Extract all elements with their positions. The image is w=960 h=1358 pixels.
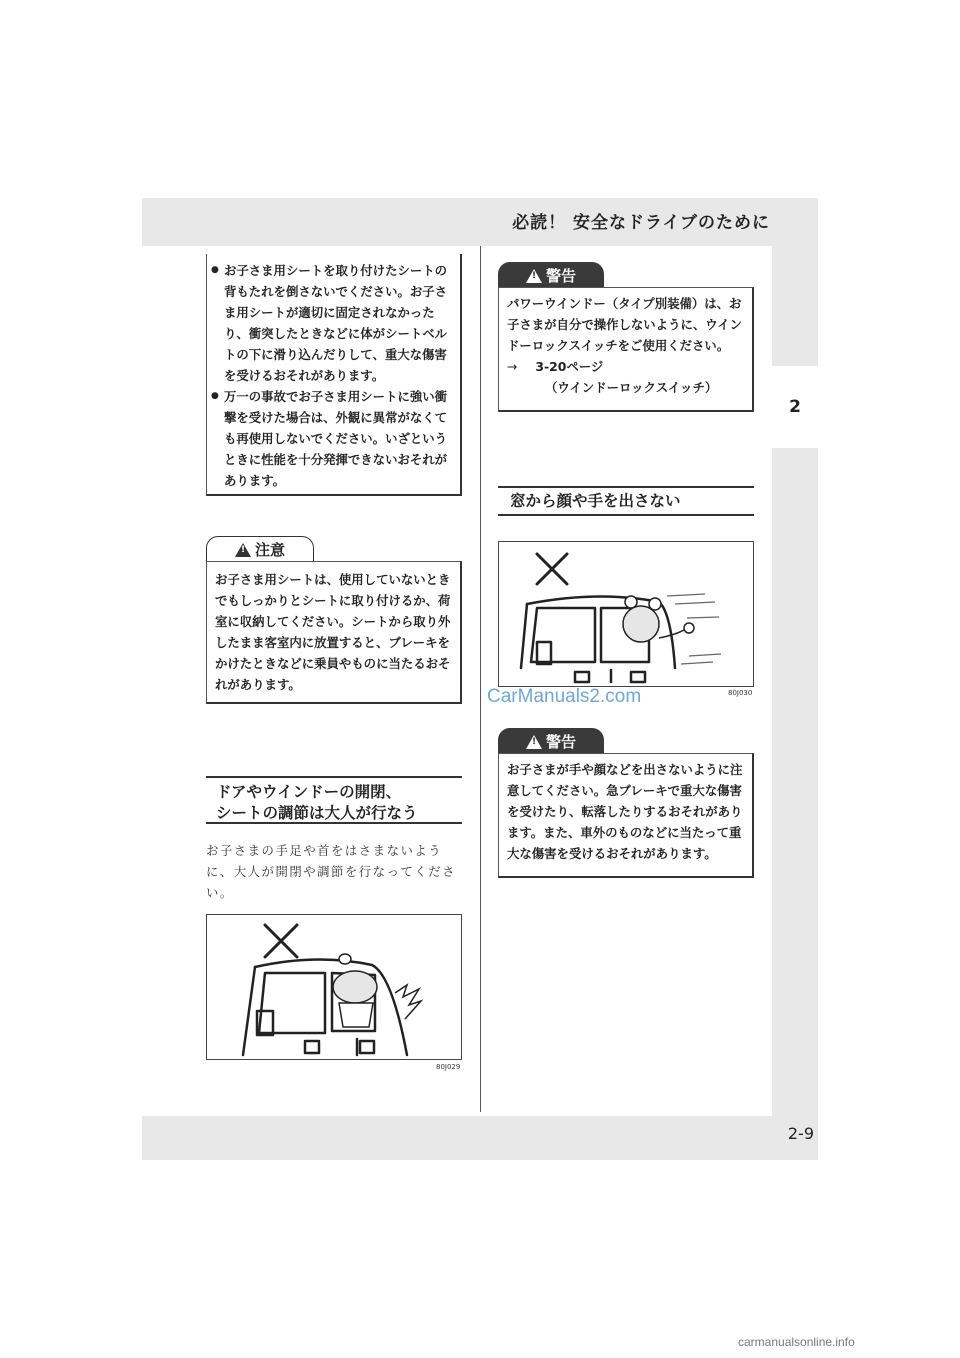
caution-box bbox=[206, 561, 462, 704]
car-outline bbox=[243, 959, 407, 1055]
page-header-title: 必読！ 安全なドライブのために bbox=[512, 213, 770, 233]
warning-text: お子さまが手や顔などを出さないように注意してください。急ブレーキで重大な傷害を受けたり、転落したりするおそれがあります。また、車外のものなどに当たって重大な傷害を受けるおそれがあります。 bbox=[507, 762, 743, 861]
warning-icon: ! bbox=[526, 735, 542, 749]
caution-label: 注意 bbox=[254, 541, 285, 559]
warning-tab-1 bbox=[498, 262, 604, 288]
page-number: 2-9 bbox=[787, 1124, 814, 1143]
heading-line-2: シートの調節は大人が行なう bbox=[216, 804, 418, 822]
footer-watermark: carmanualsonline.info bbox=[738, 1335, 855, 1349]
warning-label: 警告 bbox=[545, 733, 576, 751]
chapter-tab bbox=[772, 366, 818, 448]
caution-icon: ! bbox=[235, 543, 251, 557]
caution-tab bbox=[206, 536, 314, 562]
child-figure bbox=[623, 596, 694, 642]
reference-name: （ウインドーロックスイッチ） bbox=[545, 380, 718, 395]
section-heading-door-window bbox=[206, 776, 462, 824]
section-heading-window: 窓から顔や手を出さない bbox=[498, 486, 754, 516]
window-warning-box bbox=[498, 753, 754, 878]
child-seat-warning-box bbox=[206, 254, 462, 496]
warning-tab-2 bbox=[498, 728, 604, 754]
illustration-drawing bbox=[207, 915, 461, 1059]
illustration-child-door bbox=[206, 914, 462, 1060]
power-window-warning-box bbox=[498, 287, 754, 412]
page-reference bbox=[507, 356, 744, 377]
warning-icon: ! bbox=[526, 269, 542, 283]
column-divider bbox=[480, 246, 481, 1112]
illustration-drawing bbox=[499, 542, 753, 686]
chapter-number: 2 bbox=[789, 397, 801, 417]
reference-arrow: → bbox=[507, 359, 518, 374]
section-body-text: お子さまの手足や首をはさまないように、大人が開閉や調節を行なってください。 bbox=[206, 843, 457, 900]
figure-code-left: 80J029 bbox=[436, 1063, 461, 1071]
heading-line-1: ドアやウインドーの開閉、 bbox=[216, 783, 402, 801]
figure-code-right: 80J030 bbox=[728, 689, 753, 697]
watermark-text: CarManuals2.com bbox=[487, 686, 642, 707]
warning-text: パワーウインドー（タイプ別装備）は、お子さまが自分で操作しないように、ウインドーロックスイッチをご使用ください。 bbox=[507, 296, 743, 353]
bullet-item: ● お子さま用シートを取り付けたシートの背もたれを倒さないでください。お子さま用シートが適切に固定されなかったり、衝突したときなどに体がシートベルトの下に滑り込んだりして、重大な傷害を受けるおそれがあります。 bbox=[213, 260, 454, 386]
reference-page: 3-20ページ bbox=[535, 359, 604, 374]
illustration-child-window bbox=[498, 541, 754, 687]
caution-text: お子さま用シートは、使用していないときでもしっかりとシートに取り付けるか、荷室に収納してください。シートから取り外したまま客室内に放置すると、ブレーキをかけたときなどに乗員やものに当たるおそれがあります。 bbox=[215, 572, 451, 692]
warning-label: 警告 bbox=[545, 267, 576, 285]
bullet-item: ● 万一の事故でお子さま用シートに強い衝撃を受けた場合は、外観に異常がなくても再使用しないでください。いざというときに性能を十分発揮できないおそれがあります。 bbox=[213, 386, 454, 491]
